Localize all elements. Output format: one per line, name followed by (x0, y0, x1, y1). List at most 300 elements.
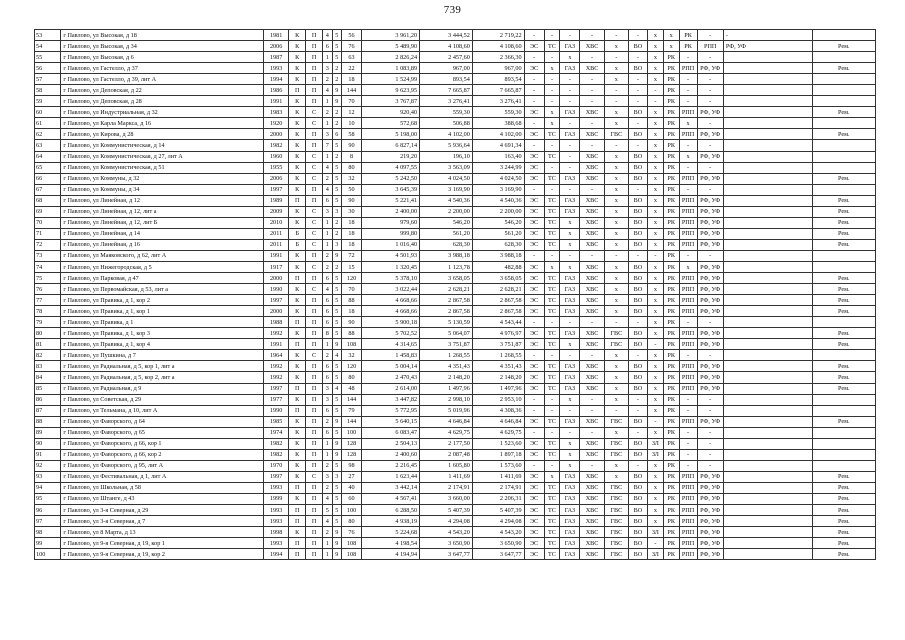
table-row (35, 85, 876, 96)
cell-floors: 6 (323, 273, 332, 284)
cell-garbage-chute: х (647, 129, 663, 140)
cell-total-area: 2 614,00 (362, 383, 420, 394)
cell-year-built: 1993 (263, 516, 288, 527)
cell-management: - (697, 118, 723, 129)
cell-wall-material: К (289, 118, 306, 129)
cell-residential-area: 2 867,58 (472, 306, 524, 317)
cell-entrances: 5 (332, 195, 341, 206)
cell-repair-category: РПП (679, 328, 697, 339)
cell-management: РФ, УФ (697, 493, 723, 504)
cell-garbage-chute: х (647, 195, 663, 206)
cell-year-built: 2011 (263, 228, 288, 239)
cell-entrances: 9 (332, 416, 341, 427)
cell-entrances: 9 (332, 449, 341, 460)
cell-sewerage: - (628, 317, 647, 328)
cell-building-type: П (306, 328, 323, 339)
cell-hot-water: - (604, 30, 628, 41)
cell-year-built: 1999 (263, 493, 288, 504)
cell-electricity: ЭС (524, 306, 544, 317)
cell-address: г Павлово, ул Гастелло, д 39, лит А (61, 74, 264, 85)
cell-management: РФ, УФ (697, 206, 723, 217)
cell-sewerage: ВО (628, 527, 647, 538)
cell-cold-water: ХВС (580, 228, 604, 239)
cell-management: РФ, УФ (697, 339, 723, 350)
cell-entrances: 2 (332, 107, 341, 118)
cell-residential-area: 1 523,60 (472, 438, 524, 449)
cell-hot-water: ГВС (604, 538, 628, 549)
cell-sewerage: ВО (628, 505, 647, 516)
cell-gas: - (560, 250, 580, 261)
cell-address: г Павлово, ул Линейная, д 12, лит а (61, 206, 264, 217)
cell-entrances: 5 (332, 328, 341, 339)
cell-cold-water: ХВС (580, 107, 604, 118)
cell-repair-category: - (679, 460, 697, 471)
cell-total-area: 1 016,40 (362, 239, 420, 250)
cell-hot-water: - (604, 85, 628, 96)
cell-notes: Рем. (812, 361, 875, 372)
cell-wall-material: К (289, 162, 306, 173)
cell-repair-category: х (679, 151, 697, 162)
cell-cold-water: - (580, 74, 604, 85)
cell-heating: х (544, 118, 560, 129)
cell-sewerage: - (628, 52, 647, 63)
cell-living-area: 1 605,80 (420, 460, 473, 471)
cell-entrances: 9 (332, 527, 341, 538)
cell-wall-material: К (289, 306, 306, 317)
cell-entrances: 9 (332, 549, 341, 560)
table-row (35, 471, 876, 482)
cell-year-built: 1992 (263, 361, 288, 372)
cell-management: РФ, УФ (697, 372, 723, 383)
cell-building-type: П (306, 549, 323, 560)
cell-sewerage: ВО (628, 173, 647, 184)
cell-garbage-chute: ЗЛ (647, 527, 663, 538)
cell-living-area: 3 988,18 (420, 250, 473, 261)
cell-flats: 70 (342, 284, 362, 295)
cell-cold-water: - (580, 350, 604, 361)
cell-gas: ГАЗ (560, 527, 580, 538)
cell-electricity: ЭС (524, 195, 544, 206)
cell-row-number: 53 (35, 30, 61, 41)
cell-cold-water: - (580, 30, 604, 41)
cell-lift: х (663, 41, 679, 52)
cell-gas: ГАЗ (560, 372, 580, 383)
cell-hot-water: - (604, 405, 628, 416)
cell-row-number: 83 (35, 361, 61, 372)
cell-residential-area: 4 308,36 (472, 405, 524, 416)
cell-gas: - (560, 405, 580, 416)
cell-repair-category: РПП (679, 471, 697, 482)
cell-total-area: 999,80 (362, 228, 420, 239)
cell-flats: 8 (342, 151, 362, 162)
cell-hot-water: х (604, 306, 628, 317)
cell-flats: 22 (342, 63, 362, 74)
cell-address: г Павлово, ул Радиальная, д 9 (61, 383, 264, 394)
cell-notes (812, 151, 875, 162)
cell-flats: 144 (342, 394, 362, 405)
cell-wall-material: К (289, 361, 306, 372)
cell-flats: 120 (342, 361, 362, 372)
table-row (35, 538, 876, 549)
cell-wall-material: П (289, 538, 306, 549)
cell-lift: РК (663, 184, 679, 195)
cell-residential-area: 561,20 (472, 228, 524, 239)
cell-building-type: П (306, 449, 323, 460)
cell-row-number: 65 (35, 162, 61, 173)
cell-heating: ТС (544, 195, 560, 206)
cell-cold-water: ХВС (580, 538, 604, 549)
cell-sewerage: ВО (628, 41, 647, 52)
cell-survey-status (723, 460, 812, 471)
cell-hot-water: х (604, 107, 628, 118)
cell-living-area: 2 867,58 (420, 295, 473, 306)
cell-building-type: П (306, 339, 323, 350)
cell-garbage-chute: х (647, 74, 663, 85)
cell-electricity: ЭС (524, 538, 544, 549)
cell-heating: ТС (544, 516, 560, 527)
cell-year-built: 1992 (263, 328, 288, 339)
cell-notes: Рем. (812, 482, 875, 493)
cell-hot-water: х (604, 228, 628, 239)
cell-lift: РК (663, 96, 679, 107)
cell-notes (812, 52, 875, 63)
cell-residential-area: 4 629,75 (472, 427, 524, 438)
cell-residential-area: 3 988,18 (472, 250, 524, 261)
cell-hot-water: - (604, 250, 628, 261)
cell-electricity: ЭС (524, 107, 544, 118)
table-row (35, 140, 876, 151)
cell-flats: 18 (342, 228, 362, 239)
cell-sewerage: ВО (628, 493, 647, 504)
cell-gas: - (560, 96, 580, 107)
cell-total-area: 4 938,19 (362, 516, 420, 527)
cell-gas: ГАЗ (560, 63, 580, 74)
cell-sewerage: - (628, 118, 647, 129)
cell-lift: РК (663, 493, 679, 504)
cell-living-area: 4 351,43 (420, 361, 473, 372)
cell-cold-water: - (580, 427, 604, 438)
cell-lift: РК (663, 295, 679, 306)
table-row (35, 482, 876, 493)
cell-repair-category: РПП (679, 527, 697, 538)
cell-living-area: 561,20 (420, 228, 473, 239)
cell-electricity: ЭС (524, 328, 544, 339)
cell-row-number: 68 (35, 195, 61, 206)
cell-building-type: П (306, 195, 323, 206)
cell-living-area: 559,30 (420, 107, 473, 118)
cell-heating: ТС (544, 339, 560, 350)
cell-year-built: 1994 (263, 549, 288, 560)
cell-repair-category: РПП (679, 129, 697, 140)
cell-lift: РК (663, 471, 679, 482)
cell-flats: 80 (342, 372, 362, 383)
cell-management: - (697, 394, 723, 405)
table-row (35, 239, 876, 250)
table-row (35, 30, 876, 41)
cell-address: г Павлово, ул Линейная, д 12, лит Б (61, 217, 264, 228)
cell-floors: 2 (323, 416, 332, 427)
cell-cold-water: ХВС (580, 295, 604, 306)
cell-residential-area: 1 268,55 (472, 350, 524, 361)
cell-entrances: 5 (332, 493, 341, 504)
cell-residential-area: 4 024,50 (472, 173, 524, 184)
cell-electricity: ЭС (524, 516, 544, 527)
cell-flats: 40 (342, 482, 362, 493)
cell-heating: ТС (544, 482, 560, 493)
cell-row-number: 57 (35, 74, 61, 85)
cell-residential-area: 5 407,39 (472, 505, 524, 516)
cell-garbage-chute: ЗЛ (647, 549, 663, 560)
cell-electricity: - (524, 350, 544, 361)
cell-wall-material: К (289, 74, 306, 85)
cell-entrances: 5 (332, 41, 341, 52)
cell-total-area: 5 489,90 (362, 41, 420, 52)
cell-residential-area: 163,40 (472, 151, 524, 162)
cell-year-built: 1982 (263, 140, 288, 151)
cell-garbage-chute: - (647, 96, 663, 107)
cell-building-type: П (306, 129, 323, 140)
cell-flats: 72 (342, 250, 362, 261)
cell-gas: - (560, 317, 580, 328)
cell-entrances: 5 (332, 295, 341, 306)
cell-year-built: 1997 (263, 295, 288, 306)
cell-total-area: 5 242,50 (362, 173, 420, 184)
cell-living-area: 7 665,87 (420, 85, 473, 96)
cell-residential-area: 4 102,00 (472, 129, 524, 140)
cell-total-area: 1 083,89 (362, 63, 420, 74)
cell-garbage-chute: х (647, 361, 663, 372)
cell-wall-material: К (289, 206, 306, 217)
cell-garbage-chute: х (647, 427, 663, 438)
cell-flats: 58 (342, 129, 362, 140)
table-row (35, 427, 876, 438)
cell-lift: РК (663, 339, 679, 350)
cell-cold-water: ХВС (580, 438, 604, 449)
cell-survey-status (723, 328, 812, 339)
cell-hot-water: ГВС (604, 129, 628, 140)
cell-floors: 8 (323, 328, 332, 339)
cell-survey-status (723, 151, 812, 162)
cell-gas: ГАЗ (560, 538, 580, 549)
cell-entrances: 2 (332, 74, 341, 85)
cell-hot-water: ГВС (604, 339, 628, 350)
cell-wall-material: К (289, 41, 306, 52)
cell-cold-water: - (580, 118, 604, 129)
cell-residential-area: 628,30 (472, 239, 524, 250)
cell-management: - (697, 184, 723, 195)
cell-management: - (697, 85, 723, 96)
cell-notes: Рем. (812, 129, 875, 140)
cell-building-type: С (306, 350, 323, 361)
cell-notes (812, 118, 875, 129)
cell-repair-category: - (679, 427, 697, 438)
cell-management: РФ, УФ (697, 516, 723, 527)
cell-management: РФ, УФ (697, 471, 723, 482)
cell-heating: ТС (544, 41, 560, 52)
cell-management: - (697, 427, 723, 438)
cell-hot-water: х (604, 372, 628, 383)
cell-survey-status (723, 206, 812, 217)
cell-address: г Павлово, ул 8 Марта, д 13 (61, 527, 264, 538)
cell-electricity: ЭС (524, 339, 544, 350)
cell-row-number: 81 (35, 339, 61, 350)
cell-residential-area: 2 867,58 (472, 295, 524, 306)
cell-entrances: 6 (332, 129, 341, 140)
cell-gas: х (560, 449, 580, 460)
table-row (35, 361, 876, 372)
cell-gas: - (560, 427, 580, 438)
cell-sewerage: - (628, 74, 647, 85)
cell-hot-water: х (604, 460, 628, 471)
cell-hot-water: ГВС (604, 416, 628, 427)
cell-total-area: 979,60 (362, 217, 420, 228)
cell-residential-area: 4 543,20 (472, 527, 524, 538)
table-row (35, 394, 876, 405)
cell-flats: 30 (342, 206, 362, 217)
cell-repair-category: РПП (679, 383, 697, 394)
cell-repair-category: - (679, 405, 697, 416)
cell-sewerage: ВО (628, 372, 647, 383)
cell-wall-material: К (289, 173, 306, 184)
cell-heating: ТС (544, 372, 560, 383)
cell-entrances: 5 (332, 482, 341, 493)
cell-floors: 3 (323, 206, 332, 217)
cell-sewerage: ВО (628, 228, 647, 239)
cell-hot-water: х (604, 63, 628, 74)
cell-heating: ТС (544, 416, 560, 427)
cell-repair-category: РПП (679, 284, 697, 295)
cell-survey-status (723, 549, 812, 560)
cell-notes: Рем. (812, 41, 875, 52)
cell-entrances: 5 (332, 317, 341, 328)
cell-electricity: - (524, 250, 544, 261)
cell-heating: х (544, 63, 560, 74)
cell-floors: 2 (323, 482, 332, 493)
cell-year-built: 1990 (263, 405, 288, 416)
cell-heating: х (544, 107, 560, 118)
cell-wall-material: К (289, 295, 306, 306)
cell-living-area: 4 108,60 (420, 41, 473, 52)
cell-flats: 50 (342, 184, 362, 195)
cell-address: г Павлово, ул Фаворского, д 64 (61, 416, 264, 427)
cell-survey-status (723, 261, 812, 272)
cell-year-built: 1970 (263, 460, 288, 471)
cell-flats: 27 (342, 471, 362, 482)
cell-year-built: 1991 (263, 250, 288, 261)
cell-year-built: 1974 (263, 427, 288, 438)
cell-garbage-chute: х (647, 63, 663, 74)
cell-wall-material: К (289, 427, 306, 438)
cell-wall-material: П (289, 383, 306, 394)
cell-building-type: П (306, 273, 323, 284)
cell-residential-area: 967,00 (472, 63, 524, 74)
cell-lift: РК (663, 173, 679, 184)
cell-row-number: 93 (35, 471, 61, 482)
cell-row-number: 77 (35, 295, 61, 306)
cell-sewerage: ВО (628, 438, 647, 449)
cell-survey-status (723, 217, 812, 228)
cell-flats: 88 (342, 328, 362, 339)
cell-notes (812, 438, 875, 449)
cell-building-type: С (306, 239, 323, 250)
cell-electricity: ЭС (524, 438, 544, 449)
cell-row-number: 74 (35, 261, 61, 272)
cell-cold-water: ХВС (580, 129, 604, 140)
cell-garbage-chute: х (647, 284, 663, 295)
cell-building-type: П (306, 41, 323, 52)
cell-repair-category: х (679, 118, 697, 129)
cell-floors: 1 (323, 339, 332, 350)
cell-floors: 3 (323, 129, 332, 140)
cell-wall-material: П (289, 317, 306, 328)
cell-living-area: 4 540,36 (420, 195, 473, 206)
cell-cold-water: - (580, 140, 604, 151)
cell-repair-category: - (679, 140, 697, 151)
cell-floors: 4 (323, 30, 332, 41)
cell-notes: Рем. (812, 295, 875, 306)
cell-sewerage: ВО (628, 416, 647, 427)
cell-living-area: 4 102,00 (420, 129, 473, 140)
cell-garbage-chute: х (647, 383, 663, 394)
table-row (35, 250, 876, 261)
cell-sewerage: ВО (628, 306, 647, 317)
cell-year-built: 2010 (263, 217, 288, 228)
cell-sewerage: - (628, 350, 647, 361)
cell-lift: РК (663, 306, 679, 317)
cell-repair-category: - (679, 350, 697, 361)
cell-living-area: 5 130,59 (420, 317, 473, 328)
cell-garbage-chute: - (647, 339, 663, 350)
cell-building-type: П (306, 317, 323, 328)
table-row (35, 261, 876, 272)
cell-sewerage: ВО (628, 239, 647, 250)
cell-heating: х (544, 261, 560, 272)
cell-heating: - (544, 394, 560, 405)
cell-row-number: 100 (35, 549, 61, 560)
cell-gas: х (560, 460, 580, 471)
cell-wall-material: П (289, 273, 306, 284)
cell-living-area: 506,88 (420, 118, 473, 129)
cell-row-number: 96 (35, 505, 61, 516)
cell-total-area: 5 702,52 (362, 328, 420, 339)
cell-living-area: 967,00 (420, 63, 473, 74)
cell-heating: ТС (544, 493, 560, 504)
cell-living-area: 2 457,60 (420, 52, 473, 63)
cell-row-number: 72 (35, 239, 61, 250)
cell-building-type: С (306, 118, 323, 129)
cell-survey-status (723, 129, 812, 140)
cell-floors: 1 (323, 549, 332, 560)
cell-wall-material: К (289, 493, 306, 504)
cell-heating: ТС (544, 438, 560, 449)
cell-management: - (697, 30, 723, 41)
table-row (35, 372, 876, 383)
cell-address: г Павлово, ул Пушкина, д 7 (61, 350, 264, 361)
cell-survey-status (723, 284, 812, 295)
cell-building-type: П (306, 295, 323, 306)
cell-gas: - (560, 85, 580, 96)
cell-lift: РК (663, 527, 679, 538)
table-row (35, 350, 876, 361)
cell-sewerage: - (628, 140, 647, 151)
cell-notes: Рем. (812, 306, 875, 317)
cell-row-number: 61 (35, 118, 61, 129)
cell-cold-water: ХВС (580, 549, 604, 560)
cell-wall-material: К (289, 30, 306, 41)
cell-total-area: 2 470,43 (362, 372, 420, 383)
cell-building-type: П (306, 140, 323, 151)
cell-notes: Рем. (812, 549, 875, 560)
